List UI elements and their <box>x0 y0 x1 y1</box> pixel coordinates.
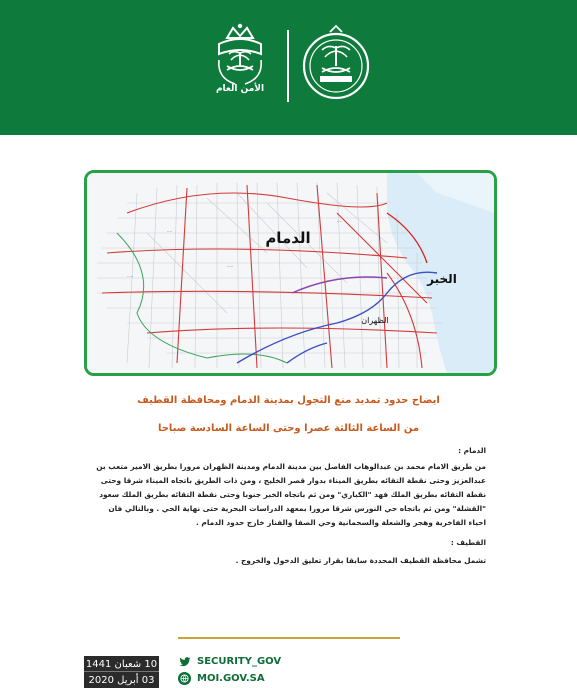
curfew-map <box>84 170 497 376</box>
date-gregorian: 03 أبريل 2020 <box>84 672 159 688</box>
qatif-text: تشمل محافظة القطيف المحددة سابقا بقرار تعليق الدخول والخروج . <box>235 556 486 565</box>
website-url: MOI.GOV.SA <box>197 673 265 684</box>
twitter-icon <box>178 655 191 668</box>
website-row[interactable] <box>178 672 265 685</box>
public-security-caption: الأمن العام <box>215 84 265 94</box>
map-label-khobar: الخبر <box>427 272 457 286</box>
svg-text:·····: ····· <box>227 264 234 269</box>
dammam-heading: الدمام : <box>458 446 486 455</box>
subtitle-time: من الساعة الثالثة عصرا وحتى الساعة السادسة صباحا <box>157 423 420 434</box>
map-label-dammam: الدمام <box>265 229 311 247</box>
svg-text:·····: ····· <box>127 274 134 279</box>
footer-gold-line <box>178 637 400 639</box>
main-title: ايضاح حدود تمديد منع التجول بمدينة الدمام ومحافظة القطيف <box>137 395 440 406</box>
date-hijri: 10 شعبان 1441 <box>84 656 159 672</box>
twitter-handle: SECURITY_GOV <box>197 656 282 667</box>
twitter-handle-row[interactable] <box>178 655 281 668</box>
svg-text:····: ···· <box>337 219 343 224</box>
qatif-heading: القطيف : <box>450 538 486 547</box>
map-label-dhahran: الظهران <box>361 316 389 325</box>
header-band <box>0 0 577 135</box>
globe-icon <box>178 672 191 685</box>
boundary-description <box>93 444 486 568</box>
public-security-emblem-icon <box>205 20 275 104</box>
interior-ministry-emblem-icon <box>300 24 372 106</box>
svg-text:····: ···· <box>167 229 173 234</box>
header-divider <box>287 30 289 102</box>
dammam-text: من طريق الامام محمد بن عبدالوهاب الفاصل بين مدينة الدمام ومدينة الظهران مرورا بطريق الامير متعب بن عبدالعزيز وحتى نقطة التقائه بطريق الميناء بدوار قصر الخليج ، ومن ذات الطريق باتجاه الميناء شرقا وحتى نقطة التقائه بطريق الملك فهد "الكباري" ومن ثم باتجاه الخبر جنوبا وحتى نقطة التقائه بطريق الملك سعود "القشلة" ومن ثم باتجاه حي النورس شرقا مرورا بمعهد الدراسات البحرية حتى نهاية الحي . وبالتالي فان احياء الفاخرية وهجر والشعلة والسحمانية وحي الصفا والفنار خارج حدود الدمام . <box>96 462 486 527</box>
